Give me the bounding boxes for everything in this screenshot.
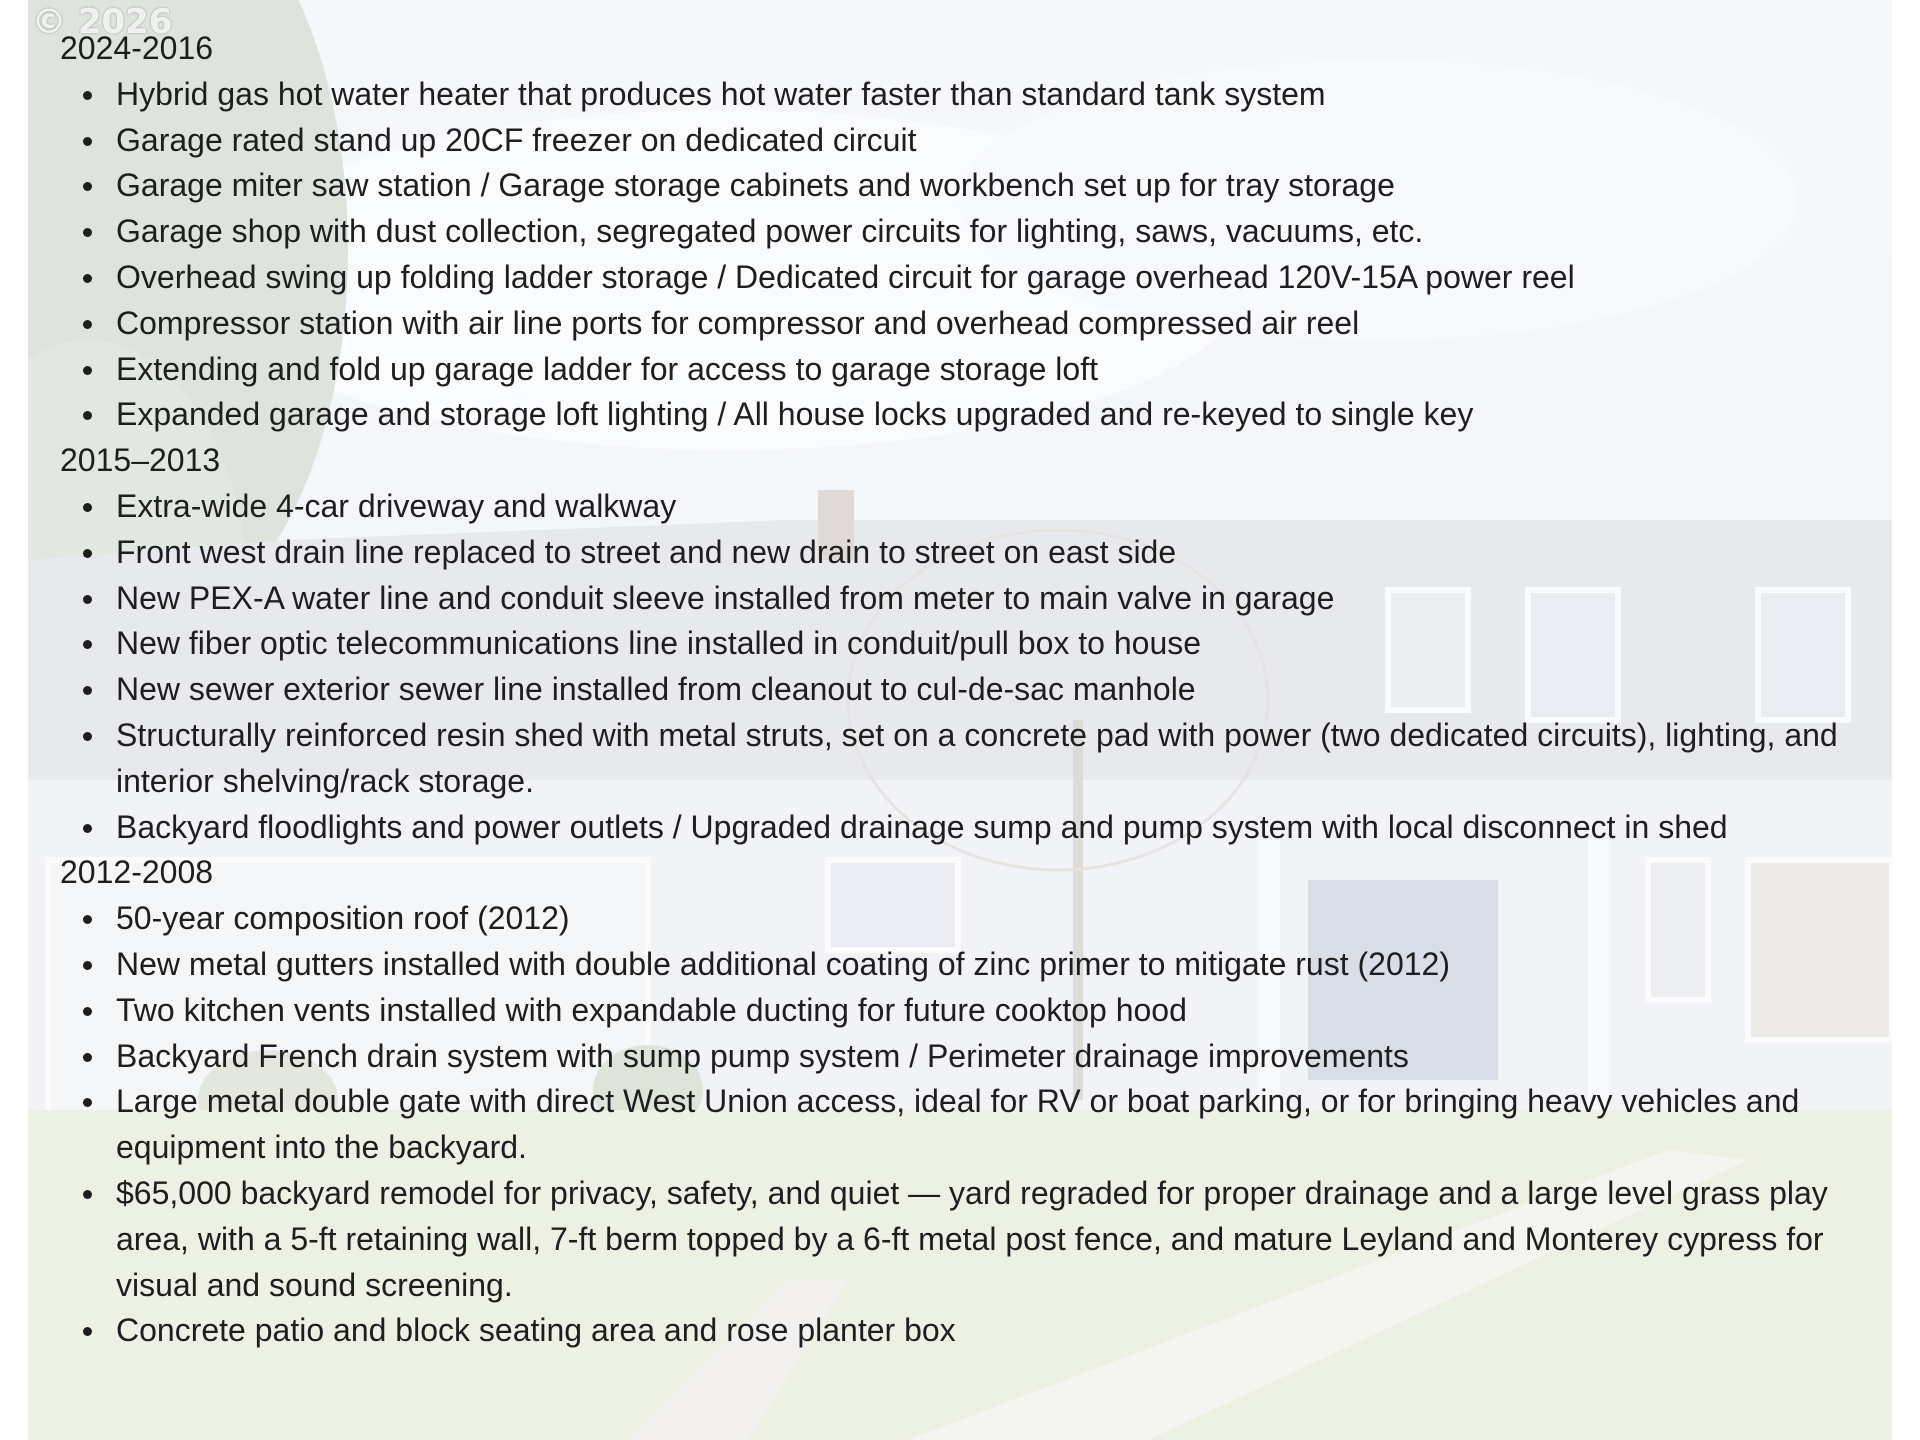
item-list xyxy=(60,484,1880,850)
list-item-text: Large metal double gate with direct West Union access, ideal for RV or boat parking, or for bringing heavy vehicles and equipment into the backyard. xyxy=(116,1083,1800,1166)
list-item-text: Garage rated stand up 20CF freezer on dedicated circuit xyxy=(116,121,917,158)
bullet-icon xyxy=(83,411,92,420)
list-item-text: $65,000 backyard remodel for privacy, safety, and quiet — yard regraded for proper drainage and a large level grass play area, with a 5-ft retaining wall, 7-ft berm topped by a 6-ft metal post fence, and mature Leyland and Monterey cypress for visual and sound screening. xyxy=(116,1174,1828,1303)
list-item xyxy=(116,255,1880,301)
list-item xyxy=(116,347,1880,393)
list-item xyxy=(116,1308,1880,1354)
bullet-icon xyxy=(83,549,92,558)
list-item-text: Front west drain line replaced to street and new drain to street on east side xyxy=(116,533,1177,570)
list-item-text: New sewer exterior sewer line installed from cleanout to cul-de-sac manhole xyxy=(116,671,1196,708)
bullet-icon xyxy=(83,1098,92,1107)
list-item-text: Backyard French drain system with sump pump system / Perimeter drainage improvements xyxy=(116,1037,1409,1074)
list-item xyxy=(116,484,1880,530)
bullet-icon xyxy=(83,1327,92,1336)
list-item-text: Hybrid gas hot water heater that produces hot water faster than standard tank system xyxy=(116,75,1326,112)
section-heading: 2012-2008 xyxy=(60,854,214,891)
list-item-text: New PEX-A water line and conduit sleeve installed from meter to main valve in garage xyxy=(116,579,1335,616)
bullet-icon xyxy=(83,824,92,833)
bullet-icon xyxy=(83,137,92,146)
bullet-icon xyxy=(83,1190,92,1199)
list-item-text: Compressor station with air line ports for compressor and overhead compressed air reel xyxy=(116,304,1360,341)
list-item-text: Concrete patio and block seating area and rose planter box xyxy=(116,1312,956,1349)
list-item xyxy=(116,988,1880,1034)
list-item xyxy=(116,576,1880,622)
list-item xyxy=(116,72,1880,118)
list-item-text: New fiber optic telecommunications line installed in conduit/pull box to house xyxy=(116,625,1202,662)
list-item xyxy=(116,713,1880,805)
list-item xyxy=(116,530,1880,576)
bullet-icon xyxy=(83,732,92,741)
bullet-icon xyxy=(83,228,92,237)
bullet-icon xyxy=(83,686,92,695)
list-item xyxy=(116,621,1880,667)
list-item xyxy=(116,209,1880,255)
list-item-text: Expanded garage and storage loft lighting / All house locks upgraded and re-keyed to single key xyxy=(116,396,1474,433)
section-2024-2016 xyxy=(60,26,1880,438)
list-item-text: Two kitchen vents installed with expandable ducting for future cooktop hood xyxy=(116,991,1187,1028)
list-item-text: Garage miter saw station / Garage storage cabinets and workbench set up for tray storage xyxy=(116,167,1395,204)
bullet-icon xyxy=(83,366,92,375)
list-item xyxy=(116,1034,1880,1080)
list-item-text: Extra-wide 4-car driveway and walkway xyxy=(116,487,677,524)
list-item xyxy=(116,942,1880,988)
list-item-text: 50-year composition roof (2012) xyxy=(116,900,570,937)
list-item-text: Structurally reinforced resin shed with metal struts, set on a concrete pad with power (two dedicated circuits), lighting, and interior shelving/rack storage. xyxy=(116,716,1838,799)
bullet-icon xyxy=(83,595,92,604)
list-item-text: Garage shop with dust collection, segregated power circuits for lighting, saws, vacuums, etc. xyxy=(116,213,1424,250)
copyright-watermark: © 2026 xyxy=(32,2,173,42)
bullet-icon xyxy=(83,1053,92,1062)
bullet-icon xyxy=(83,91,92,100)
list-item xyxy=(116,896,1880,942)
list-item xyxy=(116,667,1880,713)
bullet-icon xyxy=(83,915,92,924)
list-item xyxy=(116,1171,1880,1308)
list-item xyxy=(116,301,1880,347)
section-heading: 2015–2013 xyxy=(60,442,221,479)
bullet-icon xyxy=(83,961,92,970)
list-item xyxy=(116,118,1880,164)
bullet-icon xyxy=(83,503,92,512)
item-list xyxy=(60,72,1880,438)
bullet-icon xyxy=(83,182,92,191)
section-2015-2013 xyxy=(60,438,1880,850)
section-heading: 2024-2016 xyxy=(60,30,214,66)
list-item xyxy=(116,805,1880,851)
section-2012-2008 xyxy=(60,850,1880,1354)
item-list xyxy=(60,896,1880,1354)
list-item xyxy=(116,392,1880,438)
list-item-text: New metal gutters installed with double additional coating of zinc primer to mitigate rust (2012) xyxy=(116,945,1450,982)
bullet-icon xyxy=(83,320,92,329)
list-item xyxy=(116,163,1880,209)
bullet-icon xyxy=(83,274,92,283)
bullet-icon xyxy=(83,1007,92,1016)
list-item xyxy=(116,1079,1880,1171)
list-item-text: Extending and fold up garage ladder for access to garage storage loft xyxy=(116,350,1098,387)
list-item-text: Overhead swing up folding ladder storage / Dedicated circuit for garage overhead 120V-15A power reel xyxy=(116,258,1575,295)
list-item-text: Backyard floodlights and power outlets / Upgraded drainage sump and pump system with local disconnect in shed xyxy=(116,808,1728,845)
bullet-icon xyxy=(83,640,92,649)
improvements-list xyxy=(60,26,1880,1354)
